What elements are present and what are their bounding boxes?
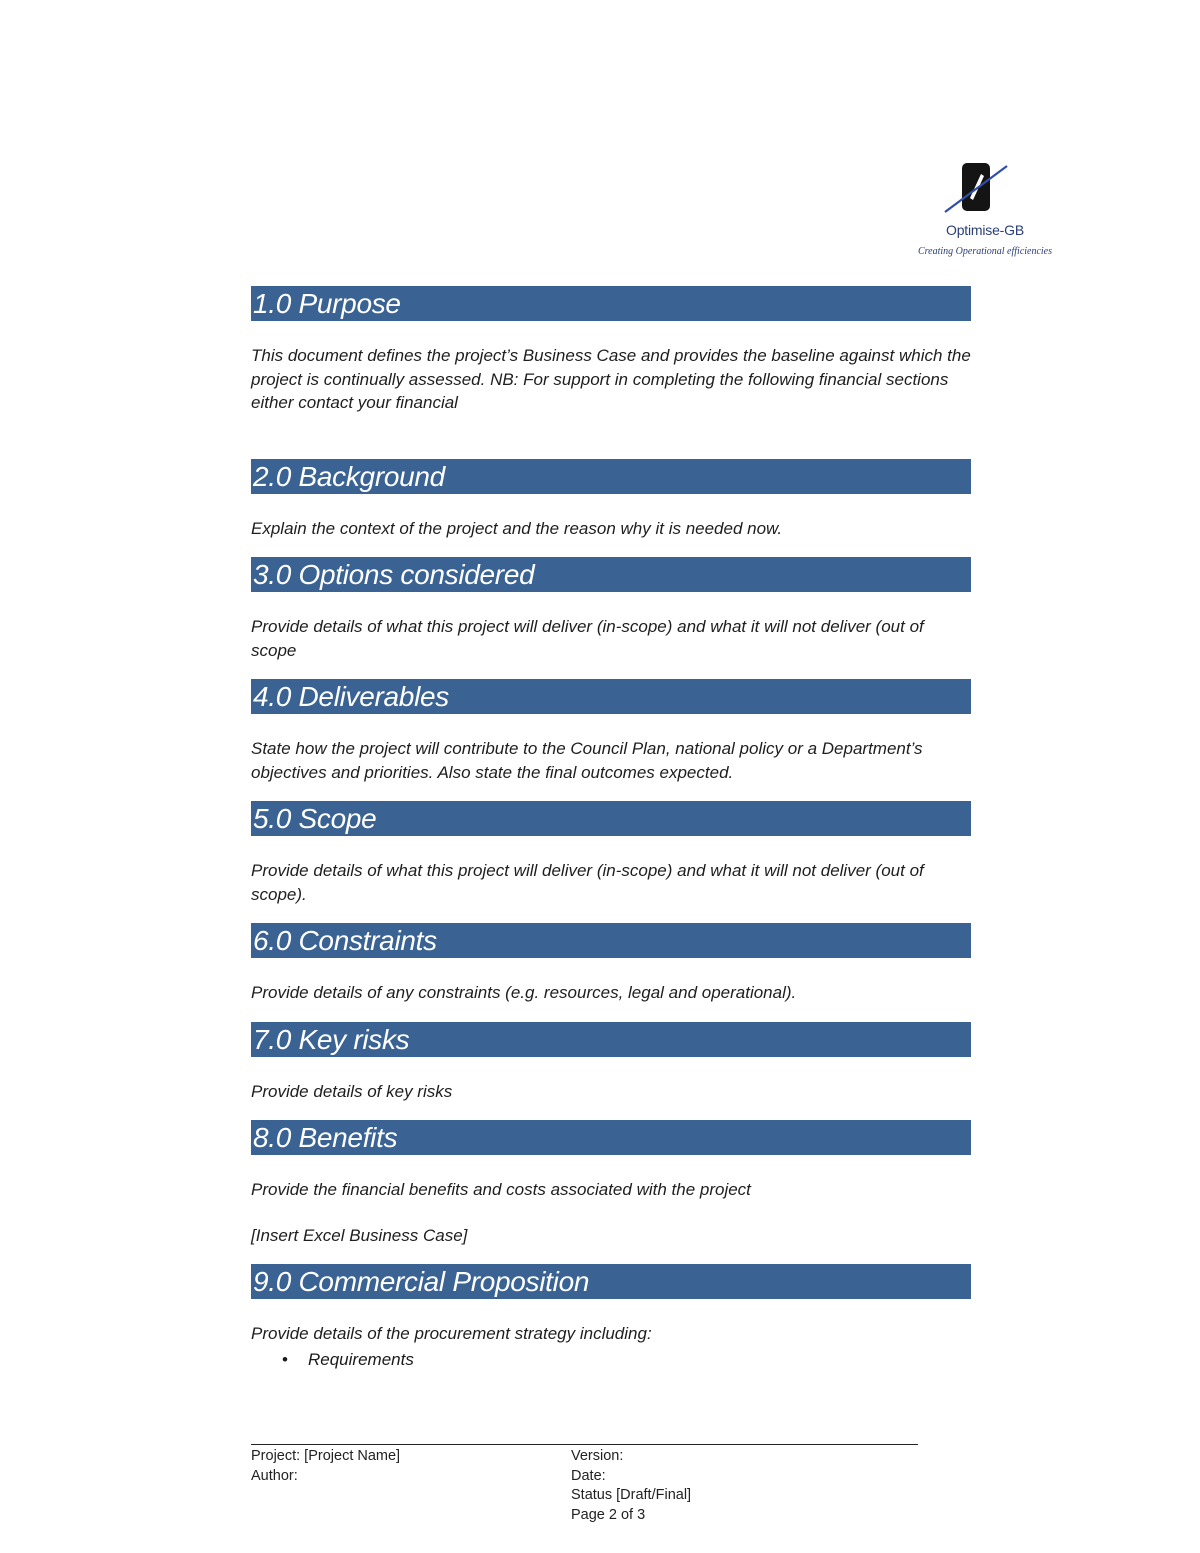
section-scope xyxy=(251,801,971,906)
document-body xyxy=(251,286,971,1371)
section-deliverables xyxy=(251,679,971,784)
section-background xyxy=(251,459,971,541)
section-text: State how the project will contribute to the Council Plan, national policy or a Department’s objectives and priorities. Also state the final outcomes expected. xyxy=(251,739,923,782)
section-text: Explain the context of the project and the reason why it is needed now. xyxy=(251,518,783,538)
footer-right xyxy=(571,1447,691,1525)
section-text: Provide details of key risks xyxy=(251,1081,453,1101)
section-heading: 9.0 Commercial Proposition xyxy=(251,1264,971,1299)
list-item: • Requirements xyxy=(308,1348,971,1372)
section-heading: 8.0 Benefits xyxy=(251,1120,971,1155)
logo-name: Optimise-GB xyxy=(946,222,1024,238)
footer-page-number: Page 2 of 3 xyxy=(571,1506,646,1523)
footer-date: Date: xyxy=(571,1467,606,1484)
footer-project: Project: [Project Name] xyxy=(251,1448,401,1464)
section-heading: 2.0 Background xyxy=(251,459,971,494)
section-text: Provide the financial benefits and costs associated with the project xyxy=(251,1180,751,1199)
logo-tagline: Creating Operational efficiencies xyxy=(917,246,1053,257)
section-text: Provide details of what this project will deliver (in-scope) and what it will not deliver (out of scope). xyxy=(251,861,924,904)
section-heading: 1.0 Purpose xyxy=(251,286,971,321)
section-heading: 6.0 Constraints xyxy=(251,923,971,958)
bullet-list xyxy=(251,1348,971,1372)
section-heading: 5.0 Scope xyxy=(251,801,971,836)
section-text: Provide details of any constraints (e.g. resources, legal and operational). xyxy=(251,983,797,1002)
section-constraints xyxy=(251,923,971,1005)
footer-status: Status [Draft/Final] xyxy=(571,1487,692,1503)
footer-left xyxy=(251,1447,400,1486)
logo-mark-icon xyxy=(943,160,1011,216)
section-options xyxy=(251,557,971,662)
footer-author: Author: xyxy=(251,1467,298,1484)
section-heading: 4.0 Deliverables xyxy=(251,679,971,714)
section-benefits xyxy=(251,1120,971,1247)
section-heading: 7.0 Key risks xyxy=(251,1022,971,1057)
company-logo xyxy=(905,160,1065,270)
section-text: [Insert Excel Business Case] xyxy=(251,1225,468,1245)
section-text: Provide details of the procurement strategy including: xyxy=(251,1324,652,1343)
section-heading: 3.0 Options considered xyxy=(251,557,971,592)
section-purpose xyxy=(251,286,971,415)
footer-version: Version: xyxy=(571,1448,624,1464)
section-text: Provide details of what this project will deliver (in-scope) and what it will not deliver (out of scope xyxy=(251,617,924,660)
section-commercial xyxy=(251,1264,971,1371)
section-text: This document defines the project’s Business Case and provides the baseline against which the project is continually assessed. NB: For support in completing the following financial sections either contact your financial xyxy=(251,346,971,412)
page-footer xyxy=(251,1444,918,1523)
section-key-risks xyxy=(251,1022,971,1104)
